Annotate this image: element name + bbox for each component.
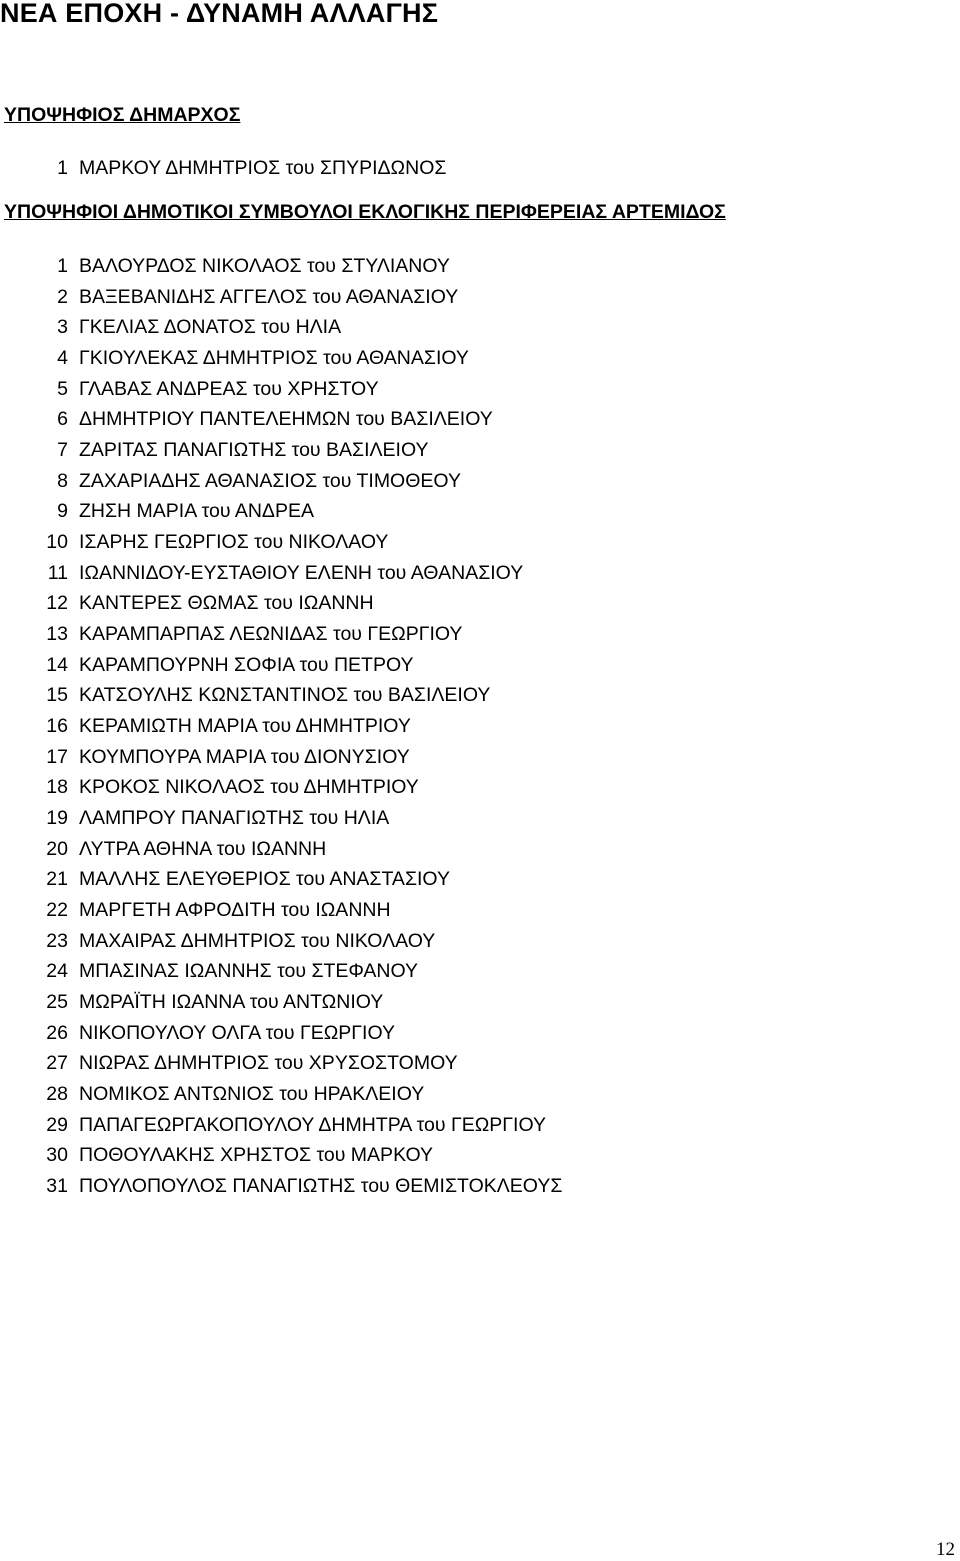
candidate-name: ΒΑΞΕΒΑΝΙΔΗΣ ΑΓΓΕΛΟΣ του ΑΘΑΝΑΣΙΟΥ <box>79 285 459 308</box>
candidate-number: 22 <box>46 899 68 922</box>
candidate-number: 8 <box>57 469 68 492</box>
list-item <box>0 562 960 592</box>
list-item <box>0 930 960 960</box>
mayor-heading: ΥΠΟΨΗΦΙΟΣ ΔΗΜΑΡΧΟΣ <box>4 104 241 126</box>
candidate-number: 27 <box>46 1052 68 1075</box>
list-item <box>0 1114 960 1144</box>
list-item <box>0 286 960 316</box>
candidate-number: 12 <box>46 592 68 615</box>
candidate-name: ΝΙΚΟΠΟΥΛΟΥ ΟΛΓΑ του ΓΕΩΡΓΙΟΥ <box>79 1021 396 1044</box>
candidate-name: ΓΚΙΟΥΛΕΚΑΣ ΔΗΜΗΤΡΙΟΣ του ΑΘΑΝΑΣΙΟΥ <box>79 347 469 369</box>
list-item <box>0 347 960 377</box>
candidate-number: 16 <box>46 715 68 737</box>
candidate-name: ΚΑΝΤΕΡΕΣ ΘΩΜΑΣ του ΙΩΑΝΝΗ <box>79 592 374 615</box>
candidate-name: ΜΩΡΑΪΤΗ ΙΩΑΝΝΑ του ΑΝΤΩΝΙΟΥ <box>79 991 384 1014</box>
list-item <box>0 592 960 622</box>
candidate-name: ΚΟΥΜΠΟΥΡΑ ΜΑΡΙΑ του ΔΙΟΝΥΣΙΟΥ <box>79 745 410 768</box>
candidate-number: 9 <box>57 500 68 523</box>
list-item <box>0 899 960 929</box>
candidate-number: 23 <box>46 929 68 952</box>
candidate-number: 24 <box>46 960 68 983</box>
candidate-number: 21 <box>46 868 68 891</box>
candidate-number: 2 <box>57 285 68 308</box>
council-heading: ΥΠΟΨΗΦΙΟΙ ΔΗΜΟΤΙΚΟΙ ΣΥΜΒΟΥΛΟΙ ΕΚΛΟΓΙΚΗΣ ΠΕΡΙΦΕΡΕΙΑΣ ΑΡΤΕΜΙΔΟΣ <box>4 201 726 223</box>
mayor-name: ΜΑΡΚΟΥ ΔΗΜΗΤΡΙΟΣ του ΣΠΥΡΙΔΩΝΟΣ <box>79 157 447 179</box>
candidate-name: ΜΑΡΓΕΤΗ ΑΦΡΟΔΙΤΗ του ΙΩΑΝΝΗ <box>79 899 391 922</box>
candidate-name: ΚΡΟΚΟΣ ΝΙΚΟΛΑΟΣ του ΔΗΜΗΤΡΙΟΥ <box>79 776 419 799</box>
candidate-name: ΠΟΘΟΥΛΑΚΗΣ ΧΡΗΣΤΟΣ του ΜΑΡΚΟΥ <box>79 1144 434 1167</box>
mayor-number: 1 <box>57 157 68 179</box>
list-item <box>0 991 960 1021</box>
candidate-name: ΠΑΠΑΓΕΩΡΓΑΚΟΠΟΥΛΟΥ ΔΗΜΗΤΡΑ του ΓΕΩΡΓΙΟΥ <box>79 1113 547 1136</box>
list-item <box>0 255 960 285</box>
candidate-name: ΚΑΤΣΟΥΛΗΣ ΚΩΝΣΤΑΝΤΙΝΟΣ του ΒΑΣΙΛΕΙΟΥ <box>79 684 491 707</box>
candidate-name: ΚΑΡΑΜΠΑΡΠΑΣ ΛΕΩΝΙΔΑΣ του ΓΕΩΡΓΙΟΥ <box>79 623 463 645</box>
candidate-number: 26 <box>46 1021 68 1044</box>
list-item <box>0 623 960 653</box>
list-item <box>0 684 960 714</box>
list-item <box>0 1022 960 1052</box>
candidate-name: ΒΑΛΟΥΡΔΟΣ ΝΙΚΟΛΑΟΣ του ΣΤΥΛΙΑΝΟΥ <box>79 255 450 277</box>
candidate-number: 6 <box>57 408 68 431</box>
candidate-number: 31 <box>46 1175 68 1198</box>
candidate-number: 7 <box>57 439 68 461</box>
candidate-number: 11 <box>47 561 68 584</box>
list-item <box>0 776 960 806</box>
candidate-number: 28 <box>46 1083 68 1106</box>
list-item <box>0 1175 960 1205</box>
candidate-number: 30 <box>46 1144 68 1167</box>
list-item <box>0 715 960 745</box>
candidate-number: 1 <box>57 255 68 277</box>
candidate-number: 5 <box>57 377 68 400</box>
candidate-number: 17 <box>46 745 68 768</box>
candidate-name: ΛΥΤΡΑ ΑΘΗΝΑ του ΙΩΑΝΝΗ <box>79 837 327 860</box>
list-item <box>0 838 960 868</box>
list-item <box>0 439 960 469</box>
list-item <box>0 531 960 561</box>
candidate-name: ΠΟΥΛΟΠΟΥΛΟΣ ΠΑΝΑΓΙΩΤΗΣ του ΘΕΜΙΣΤΟΚΛΕΟΥΣ <box>79 1175 563 1198</box>
candidate-name: ΚΑΡΑΜΠΟΥΡΝΗ ΣΟΦΙΑ του ΠΕΤΡΟΥ <box>79 653 414 676</box>
list-item <box>0 316 960 346</box>
candidate-name: ΛΑΜΠΡΟΥ ΠΑΝΑΓΙΩΤΗΣ του ΗΛΙΑ <box>79 807 390 830</box>
mayor-entry <box>0 157 960 187</box>
list-item <box>0 408 960 438</box>
list-item <box>0 1144 960 1174</box>
candidate-name: ΜΑΛΛΗΣ ΕΛΕΥΘΕΡΙΟΣ του ΑΝΑΣΤΑΣΙΟΥ <box>79 868 450 891</box>
page-title: ΝΕΑ ΕΠΟΧΗ - ΔΥΝΑΜΗ ΑΛΛΑΓΗΣ <box>0 0 439 28</box>
list-item <box>0 470 960 500</box>
list-item <box>0 1083 960 1113</box>
candidate-name: ΝΙΩΡΑΣ ΔΗΜΗΤΡΙΟΣ του ΧΡΥΣΟΣΤΟΜΟΥ <box>79 1052 458 1075</box>
candidate-number: 18 <box>46 776 68 799</box>
candidate-number: 15 <box>46 684 68 707</box>
list-item <box>0 807 960 837</box>
candidate-name: ΙΣΑΡΗΣ ΓΕΩΡΓΙΟΣ του ΝΙΚΟΛΑΟΥ <box>79 531 389 553</box>
candidate-name: ΚΕΡΑΜΙΩΤΗ ΜΑΡΙΑ του ΔΗΜΗΤΡΙΟΥ <box>79 715 411 737</box>
candidate-number: 3 <box>57 316 68 339</box>
candidate-number: 25 <box>46 991 68 1014</box>
candidate-name: ΙΩΑΝΝΙΔΟΥ-ΕΥΣΤΑΘΙΟΥ ΕΛΕΝΗ του ΑΘΑΝΑΣΙΟΥ <box>79 561 524 584</box>
candidate-number: 4 <box>57 347 68 369</box>
candidate-number: 10 <box>46 531 68 553</box>
list-item <box>0 960 960 990</box>
candidate-name: ΜΠΑΣΙΝΑΣ ΙΩΑΝΝΗΣ του ΣΤΕΦΑΝΟΥ <box>79 960 419 983</box>
list-item <box>0 1052 960 1082</box>
list-item <box>0 500 960 530</box>
candidate-number: 20 <box>46 837 68 860</box>
candidate-name: ΖΑΧΑΡΙΑΔΗΣ ΑΘΑΝΑΣΙΟΣ του ΤΙΜΟΘΕΟΥ <box>79 469 461 492</box>
list-item <box>0 746 960 776</box>
candidate-number: 13 <box>46 623 68 645</box>
candidate-name: ΓΛΑΒΑΣ ΑΝΔΡΕΑΣ του ΧΡΗΣΤΟΥ <box>79 377 379 400</box>
candidate-name: ΝΟΜΙΚΟΣ ΑΝΤΩΝΙΟΣ του ΗΡΑΚΛΕΙΟΥ <box>79 1083 425 1106</box>
list-item <box>0 378 960 408</box>
candidate-name: ΖΗΣΗ ΜΑΡΙΑ του ΑΝΔΡΕΑ <box>79 500 314 523</box>
candidate-number: 19 <box>46 807 68 830</box>
page-number: 12 <box>936 1539 955 1560</box>
candidate-name: ΔΗΜΗΤΡΙΟΥ ΠΑΝΤΕΛΕΗΜΩΝ του ΒΑΣΙΛΕΙΟΥ <box>79 408 493 431</box>
list-item <box>0 654 960 684</box>
candidate-name: ΖΑΡΙΤΑΣ ΠΑΝΑΓΙΩΤΗΣ του ΒΑΣΙΛΕΙΟΥ <box>79 439 429 461</box>
candidate-number: 14 <box>46 653 68 676</box>
candidate-number: 29 <box>46 1113 68 1136</box>
list-item <box>0 868 960 898</box>
candidate-name: ΜΑΧΑΙΡΑΣ ΔΗΜΗΤΡΙΟΣ του ΝΙΚΟΛΑΟΥ <box>79 929 436 952</box>
candidate-name: ΓΚΕΛΙΑΣ ΔΟΝΑΤΟΣ του ΗΛΙΑ <box>79 316 342 339</box>
